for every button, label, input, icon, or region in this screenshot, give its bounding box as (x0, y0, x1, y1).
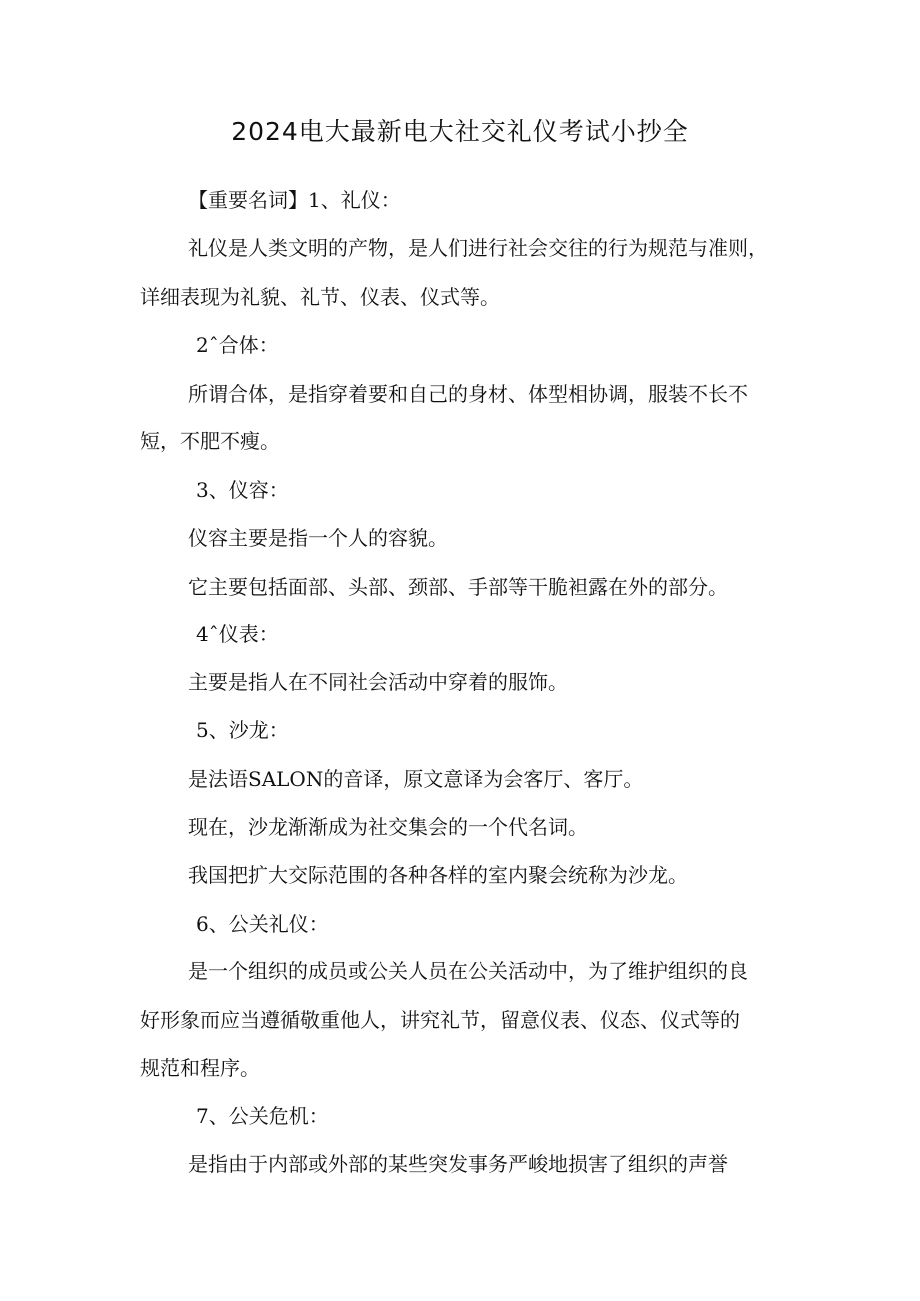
text-line: 2ˆ合体： (196, 333, 279, 357)
text-line: 4ˆ仪表： (196, 622, 279, 646)
text-line: 所谓合体，是指穿着要和自己的身材、体型相协调，服装不长不 (188, 382, 748, 406)
text-line: 主要是指人在不同社会活动中穿着的服饰。 (188, 670, 568, 694)
text-line: 详细表现为礼貌、礼节、仪表、仪式等。 (140, 285, 500, 309)
text-line: 【重要名词】1、礼仪： (188, 188, 401, 212)
text-line: 是法语SALON的音译，原文意译为会客厅、客厅。 (188, 767, 644, 791)
text-line: 规范和程序。 (140, 1056, 260, 1080)
text-line: 好形象而应当遵循敬重他人，讲究礼节，留意仪表、仪态、仪式等的 (140, 1008, 740, 1032)
text-line: 短，不肥不瘦。 (140, 429, 280, 453)
text-line: 我国把扩大交际范围的各种各样的室内聚会统称为沙龙。 (188, 863, 688, 887)
text-line: 是指由于内部或外部的某些突发事务严峻地损害了组织的声誉 (188, 1152, 728, 1176)
text-line: 礼仪是人类文明的产物，是人们进行社会交往的行为规范与准则， (188, 236, 768, 260)
text-line: 7、公关危机： (196, 1104, 329, 1128)
document-title: 2024电大最新电大社交礼仪考试小抄全 (231, 117, 689, 146)
text-line: 现在，沙龙渐渐成为社交集会的一个代名词。 (188, 815, 588, 839)
text-line: 是一个组织的成员或公关人员在公关活动中，为了维护组织的良 (188, 959, 748, 983)
text-line: 3、仪容： (196, 478, 289, 502)
text-line: 仪容主要是指一个人的容貌。 (188, 526, 448, 550)
text-line: 6、公关礼仪： (196, 912, 329, 936)
text-line: 5、沙龙： (196, 718, 289, 742)
text-line: 它主要包括面部、头部、颈部、手部等干脆袒露在外的部分。 (188, 575, 728, 599)
